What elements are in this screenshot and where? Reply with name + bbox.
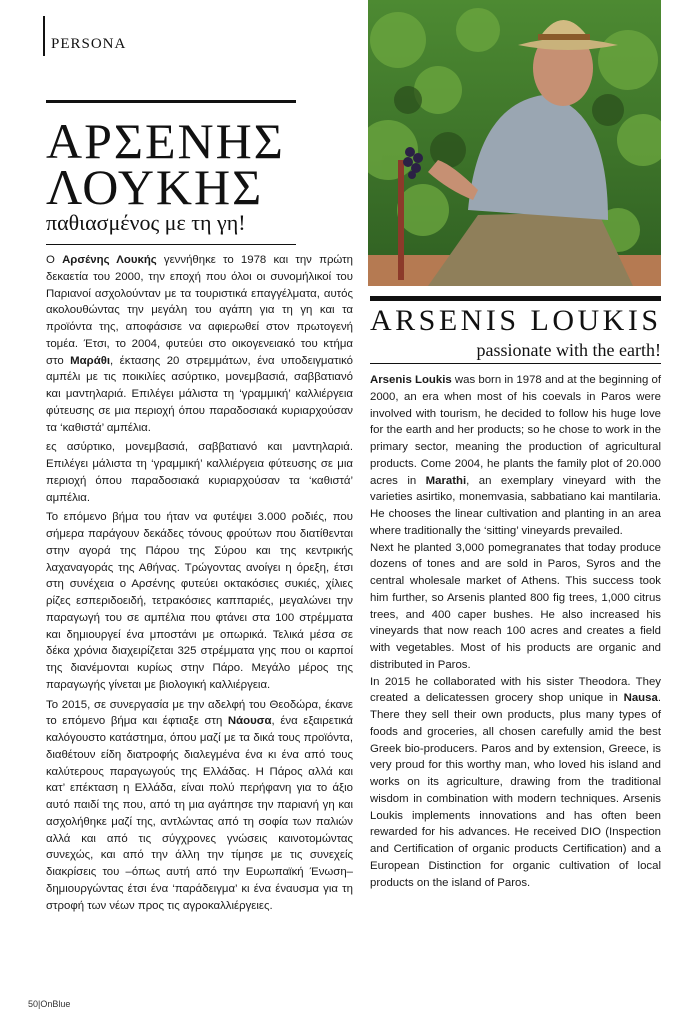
english-article-column <box>370 372 661 891</box>
footer-separator: | <box>38 999 41 1009</box>
section-marker-bar <box>43 16 45 56</box>
greek-title-top-rule <box>46 100 296 103</box>
greek-paragraph-3: Το επόμενο βήμα του ήταν να φυτέψει 3.000 ροδιές, που σήμερα παράγουν δεκάδες τόνους φρούτων που διατίθενται στην αγορά της Πάρου της Σύρου και της κεντρικής λαχαναγοράς της Αθήνας. Τρώγοντας ανοίγει η όρεξη, έτσι στη συνέχεια ο Αρσένης φυτεύει οκτακόσιες συκιές, χίλιες ρίζες εσπεριδοειδή, τετρακόσιες καππαριές, μεγαλώνει την παραγωγή του σε αμπέλια που φτάνει στα 100 στρέμματα και δημιουργεί ένα μποστάνι με οπωρικά. Τελικά μέσα σε δέκα χρόνια διαχειρίζεται 325 στρέμματα γης που οι καρποί της διανέμονται κυρίως στην Πάρο. Μεγάλο μέρος της παραγωγής γίνεται με βιολογική καλλιέργεια. <box>46 511 353 691</box>
greek-subtitle: παθιασμένος με τη γη! <box>46 210 246 235</box>
greek-title <box>46 113 306 215</box>
place-name: Marathi <box>425 474 467 487</box>
english-subtitle-rule <box>370 363 661 364</box>
text-run: was born in 1978 and at the beginning of 2000, an era when most of his coevals in Paros were involved with tourism, he decided to follow his huge love for the earth and her products; so he chose to work in the primary sector, meaning the production of agricultural products. Come 2004, he plants the family plot of 20.000 acres in <box>370 374 661 487</box>
text-run: Ο <box>46 254 63 266</box>
text-run: γεννήθηκε το 1978 και την πρώτη δεκαετία του 2000, την εποχή που όλοι οι συνομήλικοί του Παριανοί ασχολούνταν με τα τουριστικά επαγγέλματα, αυτός ακολουθώντας την μεγάλη του αγάπη για τη γη και τα προϊόντα της, αποφάσισε να αφιερωθεί στον πρωτογενή τομέα. Έτσι, το 2004, φυτεύει στο οικογενειακό του κτήμα στο <box>46 254 353 367</box>
section-label: PERSONA <box>51 36 127 52</box>
english-paragraph-3 <box>370 674 661 892</box>
text-run: Το 2015, σε συνεργασία με την αδελφή του Θεοδώρα, έκανε το επόμενο βήμα και έφτιαξε στη <box>46 698 353 728</box>
place-name: Μαράθι <box>70 354 111 367</box>
text-run: . There they sell their own products, plus many types of foods and groceries, all chosen carefully amid the best Greek bio-producers. Paros and by extension, Greece, is very proud for this worthy man, who loved his island and works on its agriculture, drawing from the traditional wisdom in combination with modern techniques. Arsenis Loukis implements innovations and has often been rewarded for his advances. He received DIO (Inspection and Certification of organic products Certification) and a European Distinction for organic cultivation of local products on the island of Paros. <box>370 692 661 889</box>
greek-paragraph-1 <box>46 252 353 436</box>
place-name: Νάουσα <box>227 715 272 728</box>
text-run: , έκτασης 20 στρεμμάτων, ένα υποδειγματικό αμπέλι με τις ποικιλίες ασύρτικο, μονεμβασιά, σαββατιανό και μαντηλαριά. Επιλέγει μάλιστα τη ‘γραμμική’ καλλιέργεια φύτευσης σε μια περιοχή όπου παραδοσιακά κυριαρχούσαν τα ‘καθιστά’ αμπέλια. <box>46 354 353 434</box>
greek-paragraph-4 <box>46 697 353 915</box>
english-paragraph-2: Next he planted 3,000 pomegranates that today produce dozens of tones and are sold in Paros, Syros and the central wholesale market of Athens. This success took him further, so Arsenis planted 800 fig trees, 1,000 citrus trees, and 400 caper bushes. He also increased his vineyards that now reach 100 acres and creates a field with vegetables. Most of his products are organic and distributed in Paros. <box>370 541 661 671</box>
greek-article-column <box>46 252 353 914</box>
greek-paragraph-2: ες ασύρτικο, μονεμβασιά, σαββατιανό και μαντηλαριά. Επιλέγει μάλιστα τη ‘γραμμική’ καλλιέργεια φύτευσης σε μια περιοχή όπου παραδοσιακά κυριαρχούσαν τα ‘καθιστά’ αμπέλια. <box>46 441 353 504</box>
person-name: Arsenis Loukis <box>370 374 452 386</box>
page-number: 50 <box>28 999 39 1009</box>
person-name: Αρσένης Λουκής <box>62 254 157 266</box>
portrait-photo <box>368 0 661 286</box>
english-paragraph-1 <box>370 372 661 540</box>
english-title-top-rule <box>370 296 661 301</box>
page-footer <box>28 999 70 1009</box>
english-title: ARSENIS LOUKIS <box>370 304 662 337</box>
place-name: Nausa <box>623 692 658 705</box>
greek-title-line-1: ΑΡΣΕΝΗΣ <box>46 113 285 169</box>
text-run: , an exemplary vineyard with the varieties asirtiko, monemvasia, sabbatiano kai mantilaria. He chooses the linear cultivation and planting in an area where traditionally the ‘sitting’ vineyards prevailed. <box>370 474 661 537</box>
text-run: , ένα εξαιρετικά καλόγουστο κατάστημα, όπου μαζί με τα δικά τους προϊόντα, διαθέτουν είδη διατροφής διαλεγμένα ένα κι ένα από τους καλύτερους παραγωγούς της Ελλάδας. Η Πάρος αλλά και κατ’ επέκταση η Ελλάδα, είναι πολύ περήφανη για το άξιο αυτό παιδί της που, από τη μια αγάπησε την παριανή γη και ασχολήθηκε μαζί της, αντλώντας από τη σοφία των παλιών αλλά και από τις σύγχρονες γνώσεις καινοτομώντας συνεχώς, και από την άλλη την τίμησε με τις συνεχείς διακρίσεις του –όπως αυτή από την Ευρωπαϊκή Ένωση– δημιουργώντας έτσι ένα ‘παράδειγμα’ κι ένα έναυσμα για τη στροφή των νέων προς τις αγροκαλλιέργειες. <box>46 715 353 912</box>
text-run: In 2015 he collaborated with his sister Theodora. They created a delicatessen grocery shop unique in <box>370 675 661 705</box>
greek-subtitle-rule <box>46 244 296 245</box>
greek-title-line-2: ΛΟΥΚΗΣ <box>46 159 264 215</box>
magazine-name: OnBlue <box>40 999 71 1009</box>
english-subtitle: passionate with the earth! <box>476 340 661 360</box>
